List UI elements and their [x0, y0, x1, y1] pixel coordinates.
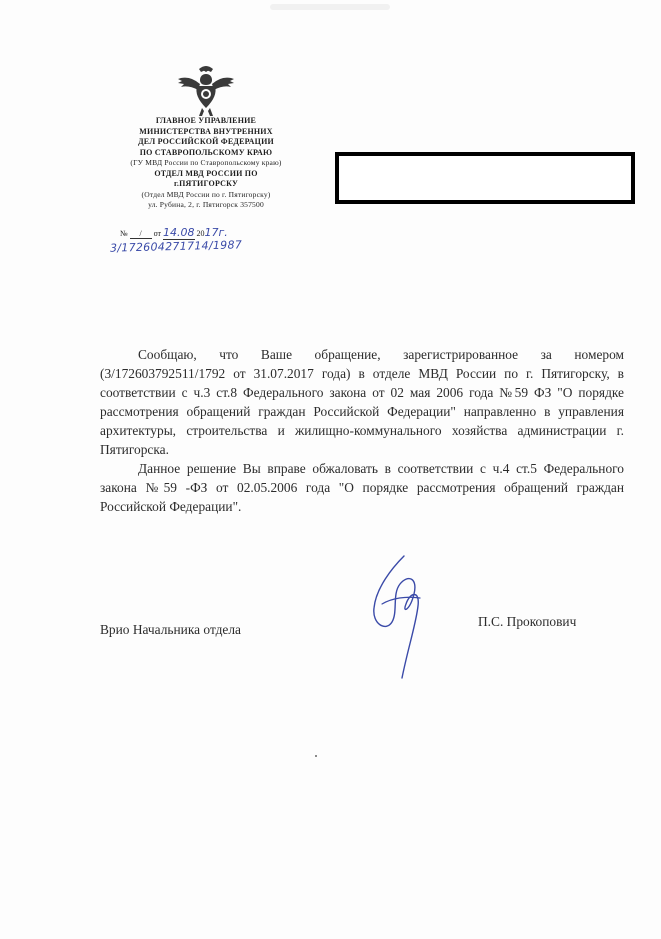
number-label: №: [120, 229, 128, 238]
bleed-through-mark: [270, 4, 390, 10]
letterhead-line: ДЕЛ РОССИЙСКОЙ ФЕДЕРАЦИИ: [138, 137, 274, 146]
redacted-recipient-box: [335, 152, 635, 204]
letterhead-line: (ГУ МВД России по Ставропольскому краю): [130, 158, 282, 167]
signatory-name: П.С. Прокопович: [478, 614, 577, 629]
letterhead-line: ГЛАВНОЕ УПРАВЛЕНИЕ: [155, 116, 257, 125]
number-value: /: [130, 229, 152, 239]
year-prefix: 20: [196, 229, 205, 238]
handwritten-date: 14.08: [163, 226, 195, 239]
letterhead-address: ул. Рубина, 2, г. Пятигорск 357500: [148, 200, 264, 209]
letterhead: [95, 116, 317, 211]
stray-mark: [315, 755, 317, 757]
letter-body: [100, 345, 624, 516]
letterhead-line: ОТДЕЛ МВД РОССИИ ПО: [154, 168, 258, 178]
letterhead-line: г.ПЯТИГОРСКУ: [173, 179, 239, 188]
handwritten-registration-number: 3/172604271714/1987: [109, 238, 243, 255]
letterhead-line: МИНИСТЕРСТВА ВНУТРЕННИХ: [139, 126, 273, 136]
police-eagle-emblem-icon: [175, 60, 237, 120]
date-from-label: от: [153, 229, 162, 238]
signatory-position: Врио Начальника отдела: [100, 622, 241, 637]
handwritten-year: 17г.: [204, 226, 228, 239]
registration-line: [120, 226, 228, 240]
body-paragraph: Сообщаю, что Ваше обращение, зарегистрированное за номером (3/172603792511/1792 от 31.07.2017 года) в отделе МВД России по г. Пятигорску, в соответствии с ч.3 ст.8 Федерального закона от 02 мая 2006 года №59 ФЗ "О порядке рассмотрения обращений граждан Российской Федерации" направленно в управления архитектуры, строительства и жилищно-коммунального хозяйства администрации г. Пятигорска.: [100, 347, 624, 457]
handwritten-signature: [362, 548, 442, 688]
letterhead-line: (Отдел МВД России по г. Пятигорску): [141, 189, 271, 199]
letterhead-line: ПО СТАВРОПОЛЬСКОМУ КРАЮ: [139, 147, 273, 157]
body-paragraph: Данное решение Вы вправе обжаловать в соответствии с ч.4 ст.5 Федерального закона №59 -ФЗ от 02.05.2006 года "О порядке рассмотрения обращений граждан Российской Федерации".: [100, 461, 624, 514]
